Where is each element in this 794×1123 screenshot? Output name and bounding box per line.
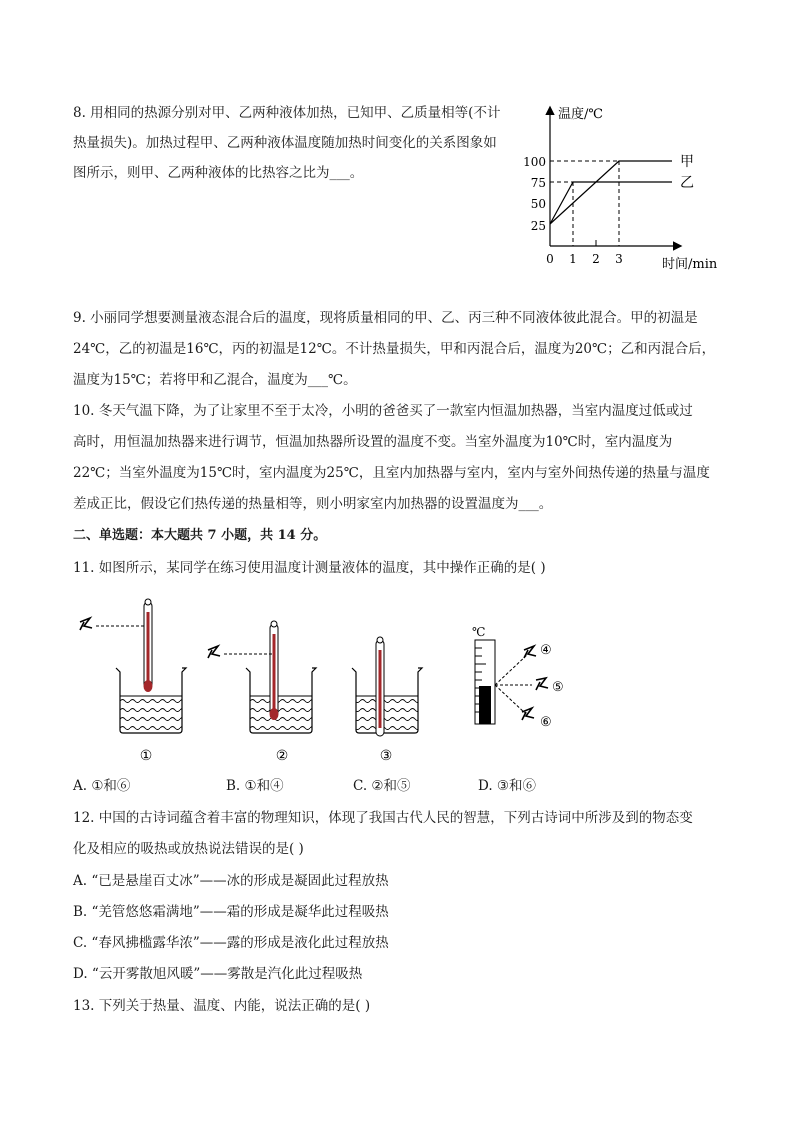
eye-icon-6 [495,685,534,720]
figure-label-1: ① [139,748,153,764]
eye-icon-1 [80,618,146,630]
q8-line-1: 8. 用相同的热源分别对甲、乙两种液体加热，已知甲、乙质量相等(不计 [73,105,501,121]
y-tick-50: 50 [530,197,546,211]
x-tick-3: 3 [615,252,623,266]
q13-stem: 13. 下列关于热量、温度、内能，说法正确的是( ) [73,998,371,1014]
q12-option-c: C. “春风拂槛露华浓”——露的形成是液化此过程放热 [73,935,389,951]
q10-line-1: 10. 冬天气温下降，为了让家里不至于太冷，小明的爸爸买了一款室内恒温加热器，当室内温度过低或过 [73,403,693,419]
q12-line-2: 化及相应的吸热或放热说法错误的是( ) [73,841,304,857]
y-tick-75: 75 [530,176,546,190]
q10-line-2: 高时，用恒温加热器来进行调节，恒温加热器所设置的温度不变。当室外温度为10℃时，室内温度为 [73,434,673,450]
eye-icon-4 [495,646,536,685]
thermometer-2 [270,621,279,720]
y-tick-100: 100 [523,155,546,169]
q8-line-2: 热量损失)。加热过程甲、乙两种液体温度随加热时间变化的关系图象如 [73,135,497,151]
eye-label-5: ⑤ [552,680,564,695]
q9-line-2: 24℃，乙的初温是16℃，丙的初温是12℃。不计热量损失，甲和丙混合后，温度为20℃；乙和丙混合后， [73,341,716,357]
x-axis-label: 时间/min [662,257,718,272]
q10-line-4: 差成正比，假设它们热传递的热量相等，则小明家室内加热器的设置温度为___。 [73,496,553,512]
q10-line-3: 22℃；当室外温度为15℃时，室内温度为25℃，且室内加热器与室内，室内与室外间热传递的热量与温度 [73,465,710,481]
x-tick-2: 2 [592,252,600,266]
beaker-2 [246,668,316,733]
y-axis-label: 温度/℃ [558,107,603,122]
figure-label-3: ③ [379,748,393,764]
thermometer-scale [475,640,495,724]
q12-option-d: D. “云开雾散旭风暖”——雾散是汽化此过程吸热 [73,966,363,982]
y-tick-25: 25 [530,219,546,233]
series-yi-line [550,182,672,224]
series-jia-line [550,161,672,224]
q11-option-d: D. ③和⑥ [478,778,537,794]
q8-line-3: 图所示，则甲、乙两种液体的比热容之比为___。 [73,165,364,181]
series-yi-label: 乙 [680,175,694,191]
section-heading: 二、单选题：本大题共 7 小题，共 14 分。 [73,528,327,543]
series-jia-label: 甲 [680,154,694,170]
temperature-time-graph [520,96,740,276]
q11-option-a: A. ①和⑥ [73,778,131,794]
q9-line-1: 9. 小丽同学想要测量液态混合后的温度，现将质量相同的甲、乙、丙三种不同液体彼此混合。甲的初温是 [73,310,698,326]
thermometer-1 [144,599,153,692]
q12-option-a: A. “已是悬崖百丈冰”——冰的形成是凝固此过程放热 [73,873,389,889]
eye-label-6: ⑥ [540,715,552,730]
q11-stem: 11. 如图所示，某同学在练习使用温度计测量液体的温度，其中操作正确的是( ) [73,560,546,576]
x-tick-1: 1 [569,252,577,266]
figure-label-2: ② [275,748,289,764]
x-tick-0: 0 [546,252,554,266]
eye-label-4: ④ [540,643,552,658]
scale-unit: ℃ [472,625,486,639]
q9-line-3: 温度为15℃；若将甲和乙混合，温度为___℃。 [73,372,357,388]
q11-option-c: C. ②和⑤ [353,778,411,794]
thermometer-3 [376,637,384,736]
q12-option-b: B. “羌管悠悠霜满地”——霜的形成是凝华此过程吸热 [73,904,389,920]
q12-line-1: 12. 中国的古诗词蕴含着丰富的物理知识，体现了我国古代人民的智慧，下列古诗词中所涉及到的物态变 [73,810,693,826]
eye-icon-2 [208,646,272,658]
beaker-3 [352,668,422,733]
eye-icon-5 [495,678,548,690]
q11-option-b: B. ①和④ [226,778,284,794]
q11-figure [70,588,590,768]
